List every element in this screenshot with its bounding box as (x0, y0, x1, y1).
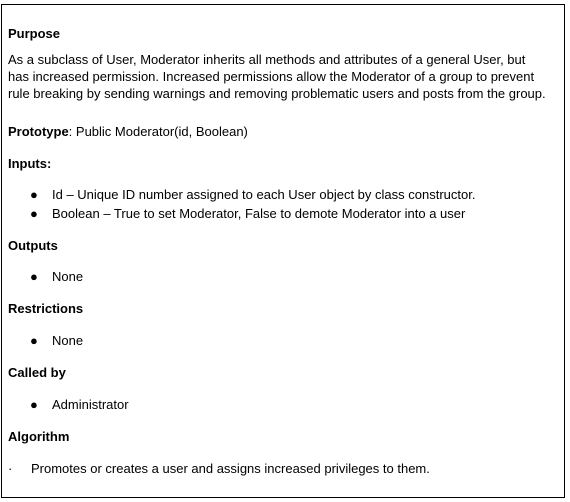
outputs-heading: Outputs (8, 238, 58, 253)
restrictions-heading: Restrictions (8, 301, 84, 316)
bullet-icon: ● (30, 206, 38, 221)
purpose-line-1: As a subclass of User, Moderator inherits all methods and attributes of a general User, but (8, 52, 526, 67)
restrictions-item (30, 332, 83, 349)
bullet-icon: ● (30, 333, 38, 348)
algorithm-heading: Algorithm (8, 429, 70, 444)
inputs-item (30, 186, 475, 203)
purpose-heading: Purpose (8, 26, 61, 41)
outputs-item (30, 268, 83, 285)
prototype-line (8, 123, 248, 140)
inputs-heading: Inputs: (8, 156, 52, 171)
dot-bullet-icon: · (8, 461, 13, 476)
algorithm-item-text: Promotes or creates a user and assigns increased privileges to them. (31, 461, 430, 476)
bullet-icon: ● (30, 187, 38, 202)
purpose-line-2: has increased permission. Increased permissions allow the Moderator of a group to prevent (8, 69, 535, 84)
outputs-item-text: None (52, 269, 84, 284)
prototype-label: Prototype (8, 124, 69, 139)
algorithm-item (8, 460, 430, 477)
called-by-item-text: Administrator (52, 397, 129, 412)
inputs-item (30, 205, 465, 222)
inputs-item-text: Boolean – True to set Moderator, False to demote Moderator into a user (52, 206, 466, 221)
purpose-line-3: rule breaking by sending warnings and removing problematic users and posts from the group. (8, 86, 546, 101)
restrictions-item-text: None (52, 333, 84, 348)
bullet-icon: ● (30, 397, 38, 412)
called-by-heading: Called by (8, 365, 66, 380)
inputs-item-text: Id – Unique ID number assigned to each User object by class constructor. (52, 187, 476, 202)
called-by-item (30, 396, 129, 413)
prototype-text: : Public Moderator(id, Boolean) (68, 124, 248, 139)
purpose-paragraph (8, 51, 558, 102)
bullet-icon: ● (30, 269, 38, 284)
